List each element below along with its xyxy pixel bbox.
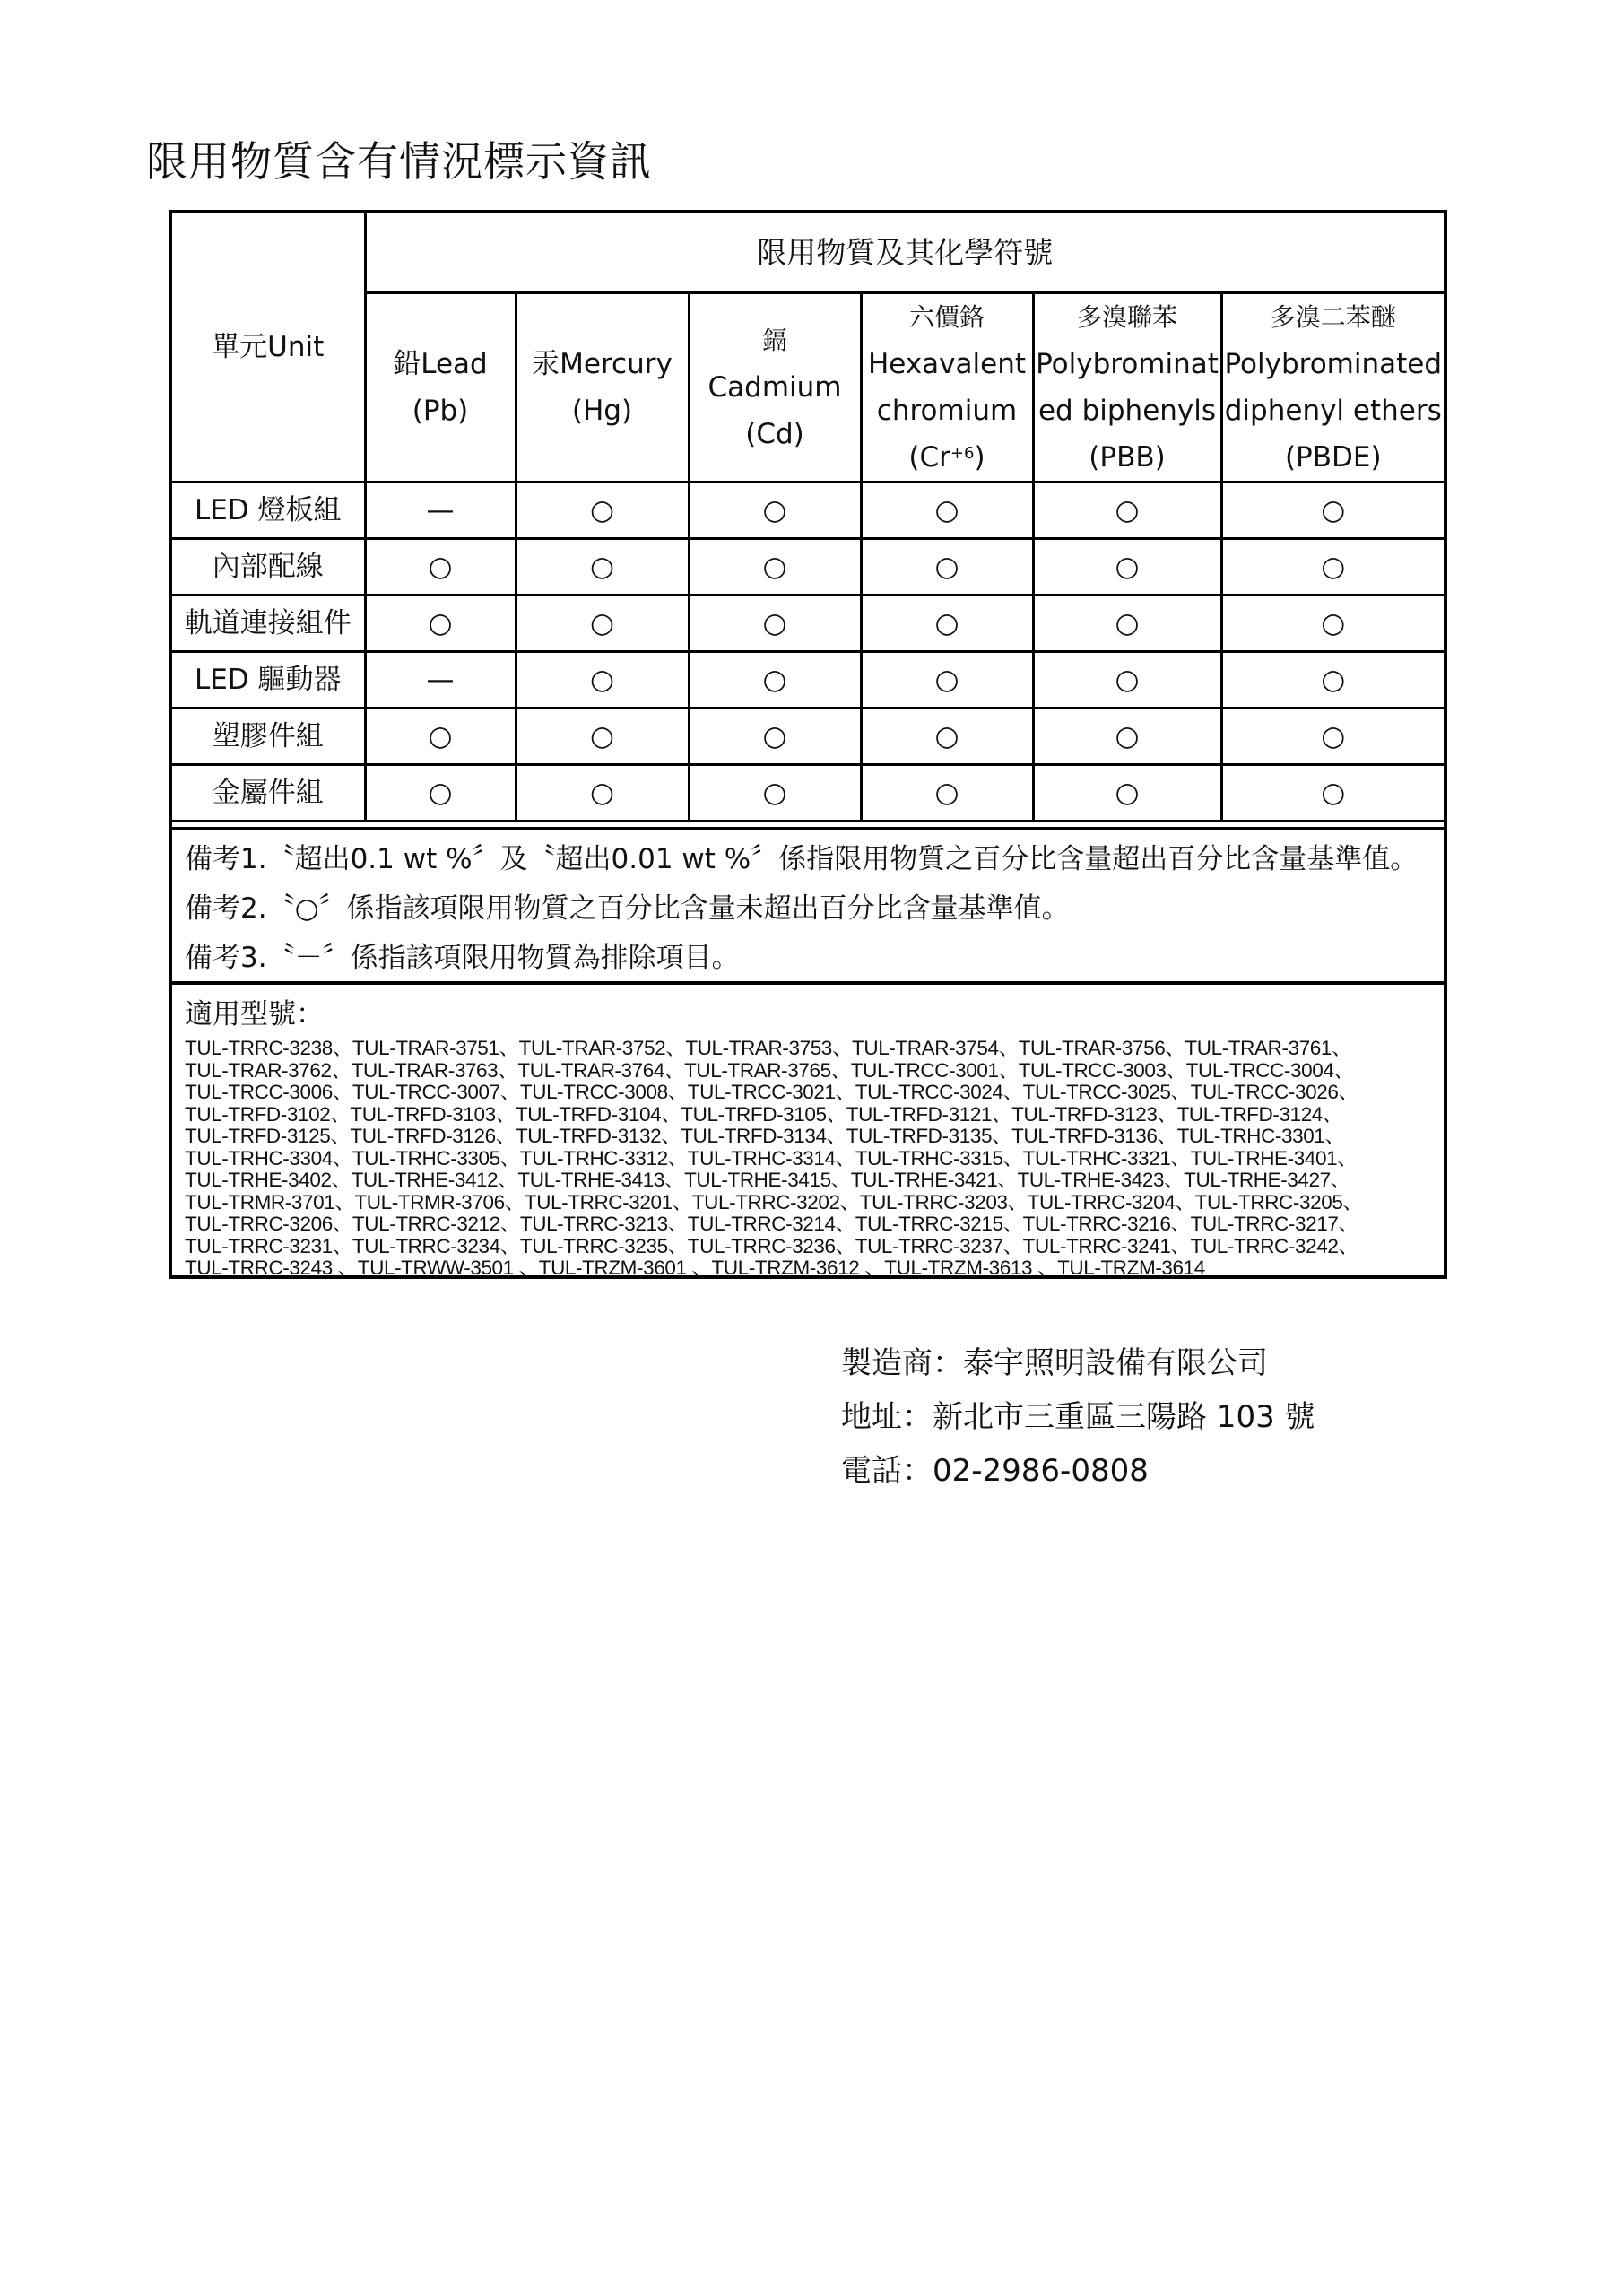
hexavalent-chromium-status-cell: ○ — [861, 652, 1033, 709]
pbb-name-1: Polybrominat — [1036, 348, 1219, 380]
cadmium-status-cell: ○ — [689, 765, 861, 822]
lead-status-cell: ○ — [365, 709, 516, 765]
column-header-lead — [365, 293, 516, 483]
model-list — [185, 1038, 1440, 1280]
table-row — [172, 709, 1444, 765]
pbb-status-cell: ○ — [1033, 652, 1221, 709]
mercury-status-cell: ○ — [516, 652, 689, 709]
unit-name-cell: 金屬件組 — [172, 765, 365, 822]
manufacturer-name: 製造商：泰宇照明設備有限公司 — [841, 1345, 1268, 1381]
cadmium-status-cell: ○ — [689, 596, 861, 652]
model-list-line: TUL-TRAR-3762、TUL-TRAR-3763、TUL-TRAR-3764、TUL-TRAR-3765、TUL-TRCC-3001、TUL-TRCC-3003、TUL-TRCC-3004、 — [185, 1058, 1354, 1082]
manufacturer-address: 地址：新北市三重區三陽路 103 號 — [841, 1399, 1315, 1435]
hexavalent-chromium-status-cell: ○ — [861, 483, 1033, 539]
chromium-name-2: chromium — [876, 395, 1018, 427]
model-list-line: TUL-TRRC-3243 、TUL-TRWW-3501 、TUL-TRZM-3601 、TUL-TRZM-3612 、TUL-TRZM-3613 、TUL-TRZM-3614 — [185, 1257, 1205, 1279]
cadmium-status-cell: ○ — [689, 483, 861, 539]
chromium-valence: +6 — [950, 444, 975, 463]
chromium-symbol — [863, 434, 1032, 481]
pbde-status-cell: ○ — [1221, 539, 1444, 596]
pbb-status-cell: ○ — [1033, 765, 1221, 822]
cadmium-status-cell: ○ — [689, 539, 861, 596]
chromium-symbol-base: (Cr — [908, 441, 950, 474]
mercury-symbol: (Hg) — [571, 395, 633, 427]
table-row — [172, 765, 1444, 822]
model-list-line: TUL-TRFD-3102、TUL-TRFD-3103、TUL-TRFD-3104、TUL-TRFD-3105、TUL-TRFD-3121、TUL-TRFD-3123、TUL-TRFD-3124、 — [185, 1102, 1343, 1126]
manufacturer-phone: 電話：02-2986-0808 — [841, 1453, 1149, 1489]
mercury-status-cell: ○ — [516, 596, 689, 652]
note-1: 備考1.〝超出0.1 wt %〞及〝超出0.01 wt %〞係指限用物質之百分比含量超出百分比含量基準值。 — [185, 843, 1419, 875]
mercury-status-cell: ○ — [516, 765, 689, 822]
pbde-symbol: (PBDE) — [1284, 441, 1382, 474]
cadmium-status-cell: ○ — [689, 652, 861, 709]
lead-status-cell: — — [365, 652, 516, 709]
note-2: 備考2.〝○〞係指該項限用物質之百分比含量未超出百分比含量基準值。 — [185, 892, 1070, 925]
applicable-models-section — [172, 985, 1444, 1280]
restricted-substances-table — [172, 213, 1444, 822]
table-body — [172, 483, 1444, 822]
unit-header-label: 單元Unit — [212, 331, 325, 363]
chromium-name-1: Hexavalent — [867, 348, 1026, 380]
lead-symbol: (Pb) — [412, 395, 469, 427]
pbb-cn: 多溴聯苯 — [1076, 302, 1177, 332]
hexavalent-chromium-status-cell: ○ — [861, 539, 1033, 596]
unit-header — [172, 213, 365, 483]
column-header-pbb — [1033, 293, 1221, 483]
mercury-name: 汞Mercury — [532, 348, 673, 380]
applicable-models-label: 適用型號： — [185, 998, 324, 1031]
manufacturer-info — [841, 1336, 1315, 1498]
cadmium-status-cell: ○ — [689, 709, 861, 765]
model-list-line: TUL-TRHC-3304、TUL-TRHC-3305、TUL-TRHC-3312、TUL-TRHC-3314、TUL-TRHC-3315、TUL-TRHC-3321、TUL-TRHE-3401、 — [185, 1146, 1358, 1170]
model-list-line: TUL-TRFD-3125、TUL-TRFD-3126、TUL-TRFD-3132、TUL-TRFD-3134、TUL-TRFD-3135、TUL-TRFD-3136、TUL-TRHC-3301、 — [185, 1125, 1345, 1147]
page-title: 限用物質含有情況標示資訊 — [146, 137, 652, 186]
column-header-hexavalent-chromium — [861, 293, 1033, 483]
lead-status-cell: ○ — [365, 539, 516, 596]
table-row — [172, 539, 1444, 596]
substances-header-label: 限用物質及其化學符號 — [757, 234, 1054, 270]
column-header-cadmium — [689, 293, 861, 483]
column-header-pbde — [1221, 293, 1444, 483]
unit-name-cell: 內部配線 — [172, 539, 365, 596]
note-3: 備考3.〝－〞係指該項限用物質為排除項目。 — [185, 942, 740, 974]
pbde-name-2: diphenyl ethers — [1224, 395, 1442, 427]
table-row — [172, 652, 1444, 709]
lead-status-cell: — — [365, 483, 516, 539]
model-list-line: TUL-TRRC-3231、TUL-TRRC-3234、TUL-TRRC-3235、TUL-TRRC-3236、TUL-TRRC-3237、TUL-TRRC-3241、TUL-TRRC-3242、 — [185, 1234, 1358, 1257]
mercury-status-cell: ○ — [516, 483, 689, 539]
model-list-line: TUL-TRRC-3238、TUL-TRAR-3751、TUL-TRAR-3752、TUL-TRAR-3753、TUL-TRAR-3754、TUL-TRAR-3756、TUL-TRAR-3761、 — [185, 1037, 1352, 1059]
pbde-status-cell: ○ — [1221, 652, 1444, 709]
pbde-status-cell: ○ — [1221, 596, 1444, 652]
mercury-status-cell: ○ — [516, 709, 689, 765]
lead-status-cell: ○ — [365, 596, 516, 652]
hexavalent-chromium-status-cell: ○ — [861, 765, 1033, 822]
pbde-status-cell: ○ — [1221, 709, 1444, 765]
unit-name-cell: LED 燈板組 — [172, 483, 365, 539]
table-row — [172, 483, 1444, 539]
unit-name-cell: 軌道連接組件 — [172, 596, 365, 652]
pbb-symbol: (PBB) — [1089, 441, 1166, 474]
unit-name-cell: 塑膠件組 — [172, 709, 365, 765]
hexavalent-chromium-status-cell: ○ — [861, 709, 1033, 765]
model-list-line: TUL-TRRC-3206、TUL-TRRC-3212、TUL-TRRC-3213、TUL-TRRC-3214、TUL-TRRC-3215、TUL-TRRC-3216、TUL-TRRC-3217、 — [185, 1213, 1358, 1235]
unit-name-cell: LED 驅動器 — [172, 652, 365, 709]
model-list-line: TUL-TRMR-3701、TUL-TRMR-3706、TUL-TRRC-3201、TUL-TRRC-3202、TUL-TRRC-3203、TUL-TRRC-3204、TUL-TRRC-3205、 — [185, 1190, 1363, 1213]
pbde-cn: 多溴二苯醚 — [1270, 302, 1396, 332]
chromium-cn: 六價鉻 — [908, 302, 985, 332]
substances-header — [365, 213, 1444, 293]
pbb-name-2: ed biphenyls — [1037, 395, 1217, 427]
pbb-status-cell: ○ — [1033, 596, 1221, 652]
pbde-status-cell: ○ — [1221, 765, 1444, 822]
hexavalent-chromium-status-cell: ○ — [861, 596, 1033, 652]
cadmium-symbol: (Cd) — [745, 418, 804, 450]
mercury-status-cell: ○ — [516, 539, 689, 596]
pbb-status-cell: ○ — [1033, 483, 1221, 539]
pbde-name-1: Polybrominated — [1224, 348, 1443, 380]
restricted-substances-sheet — [169, 210, 1447, 1279]
pbde-status-cell: ○ — [1221, 483, 1444, 539]
column-header-mercury — [516, 293, 689, 483]
table-row — [172, 596, 1444, 652]
model-list-line: TUL-TRHE-3402、TUL-TRHE-3412、TUL-TRHE-3413、TUL-TRHE-3415、TUL-TRHE-3421、TUL-TRHE-3423、TUL-TRHE-3427、 — [185, 1169, 1350, 1191]
lead-name: 鉛Lead — [393, 348, 488, 380]
cadmium-name: Cadmium — [707, 371, 842, 404]
cadmium-cn: 鎘 — [761, 326, 787, 355]
model-list-line: TUL-TRCC-3006、TUL-TRCC-3007、TUL-TRCC-3008、TUL-TRCC-3021、TUL-TRCC-3024、TUL-TRCC-3025、TUL-TRCC-3026、 — [185, 1081, 1358, 1103]
pbb-status-cell: ○ — [1033, 709, 1221, 765]
lead-status-cell: ○ — [365, 765, 516, 822]
pbb-status-cell: ○ — [1033, 539, 1221, 596]
chromium-symbol-end: ) — [974, 441, 985, 474]
notes-section — [172, 827, 1444, 985]
